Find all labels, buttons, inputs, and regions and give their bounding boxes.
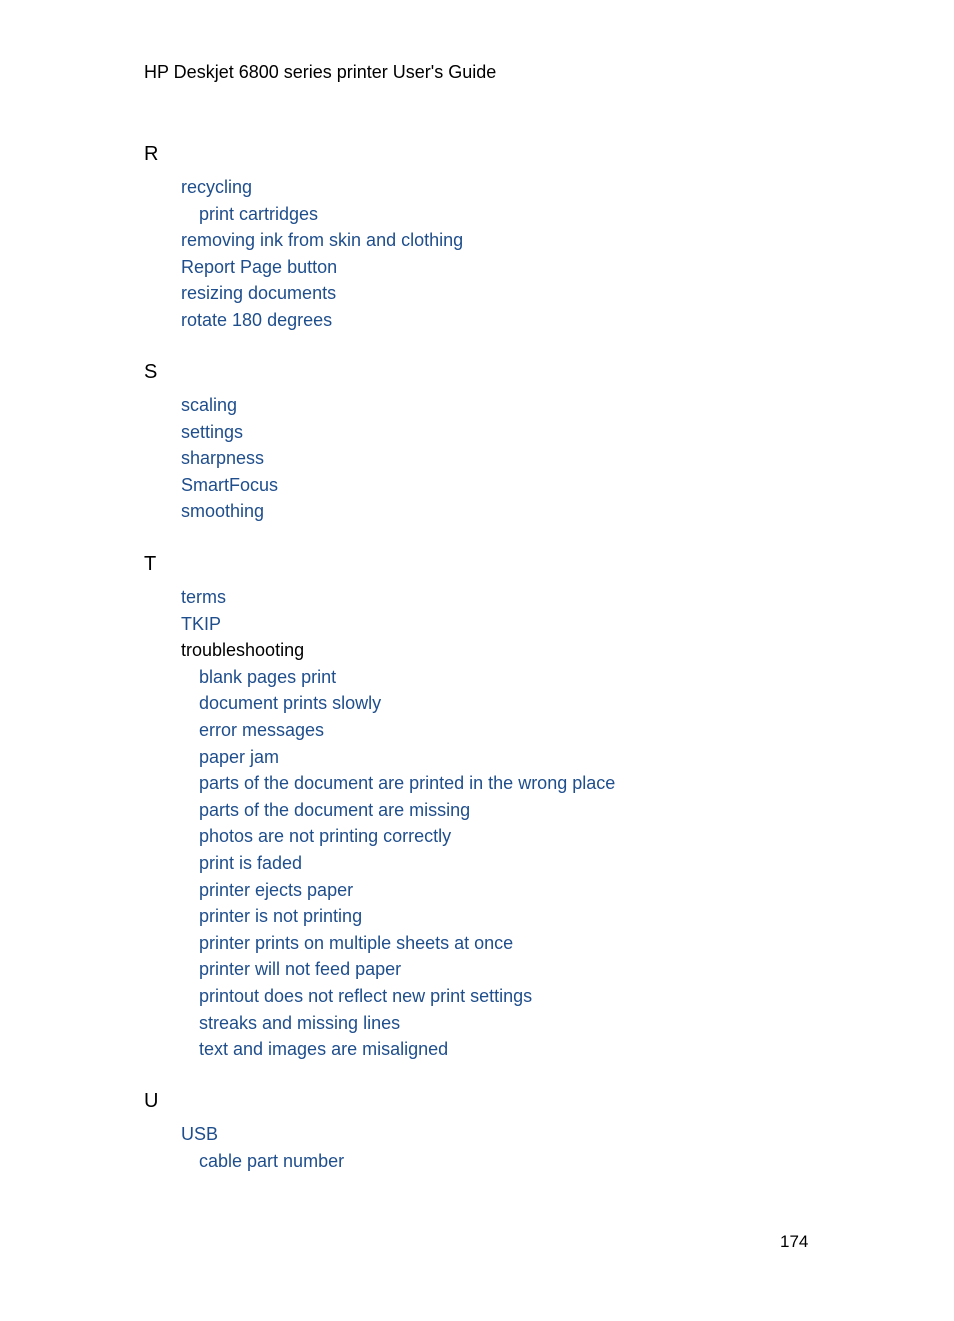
index-subentry-link[interactable]: error messages (199, 719, 325, 740)
index-subentry-link[interactable]: printer prints on multiple sheets at once (199, 932, 514, 953)
index-subentry-link[interactable]: text and images are misaligned (199, 1039, 449, 1060)
index-entry-link[interactable]: recycling (181, 177, 253, 197)
index-letter-heading: S (144, 361, 158, 383)
page-number: 174 (780, 1232, 809, 1251)
index-entry-link[interactable]: rotate 180 degrees (181, 309, 333, 330)
index-entry-list (144, 584, 615, 1063)
index-subentry-link[interactable]: streaks and missing lines (199, 1012, 401, 1033)
index-subentry-link[interactable]: parts of the document are printed in the wrong place (199, 773, 616, 794)
index-letter-heading: R (144, 143, 159, 165)
index-letter-heading: T (144, 553, 157, 575)
index-entry-link[interactable]: scaling (181, 395, 238, 415)
index-entry-list (144, 174, 463, 334)
index-subentry-link[interactable]: printer ejects paper (199, 879, 354, 900)
index-subentry-link[interactable]: cable part number (199, 1150, 345, 1171)
index-entry-link[interactable]: removing ink from skin and clothing (181, 230, 464, 251)
index-entry-link[interactable]: sharpness (181, 448, 265, 469)
index-subentry-link[interactable]: print is faded (199, 852, 303, 873)
index-entry-link[interactable]: terms (181, 587, 226, 607)
index-section-s (144, 360, 278, 525)
index-subentry-link[interactable]: document prints slowly (199, 693, 382, 714)
index-entry-list (144, 1121, 344, 1174)
index-subentry-link[interactable]: blank pages print (199, 666, 337, 687)
index-subentry-link[interactable]: parts of the document are missing (199, 799, 471, 820)
index-letter-heading: U (144, 1090, 159, 1112)
index-section-t (144, 552, 615, 1063)
index-section-r (144, 142, 463, 334)
index-entry-list (144, 392, 278, 525)
index-subentry-link[interactable]: paper jam (199, 746, 280, 767)
index-entry-heading: troubleshooting (181, 640, 305, 661)
index-subentry-link[interactable]: printer will not feed paper (199, 959, 402, 980)
document-header: HP Deskjet 6800 series printer User's Guide (144, 62, 497, 82)
index-entry-link[interactable]: resizing documents (181, 283, 337, 304)
index-subentry-link[interactable]: photos are not printing correctly (199, 826, 452, 847)
index-entry-link[interactable]: Report Page button (181, 256, 338, 277)
index-entry-link[interactable]: USB (181, 1124, 219, 1144)
index-entry-link[interactable]: SmartFocus (181, 474, 279, 495)
index-subentry-link[interactable]: printer is not printing (199, 906, 363, 927)
index-section-u (144, 1089, 344, 1174)
index-entry-link[interactable]: settings (181, 421, 244, 442)
index-subentry-link[interactable]: printout does not reflect new print settings (199, 985, 533, 1006)
index-entry-link[interactable]: smoothing (181, 501, 265, 522)
index-entry-link[interactable]: TKIP (181, 613, 222, 634)
index-subentry-link[interactable]: print cartridges (199, 203, 319, 224)
